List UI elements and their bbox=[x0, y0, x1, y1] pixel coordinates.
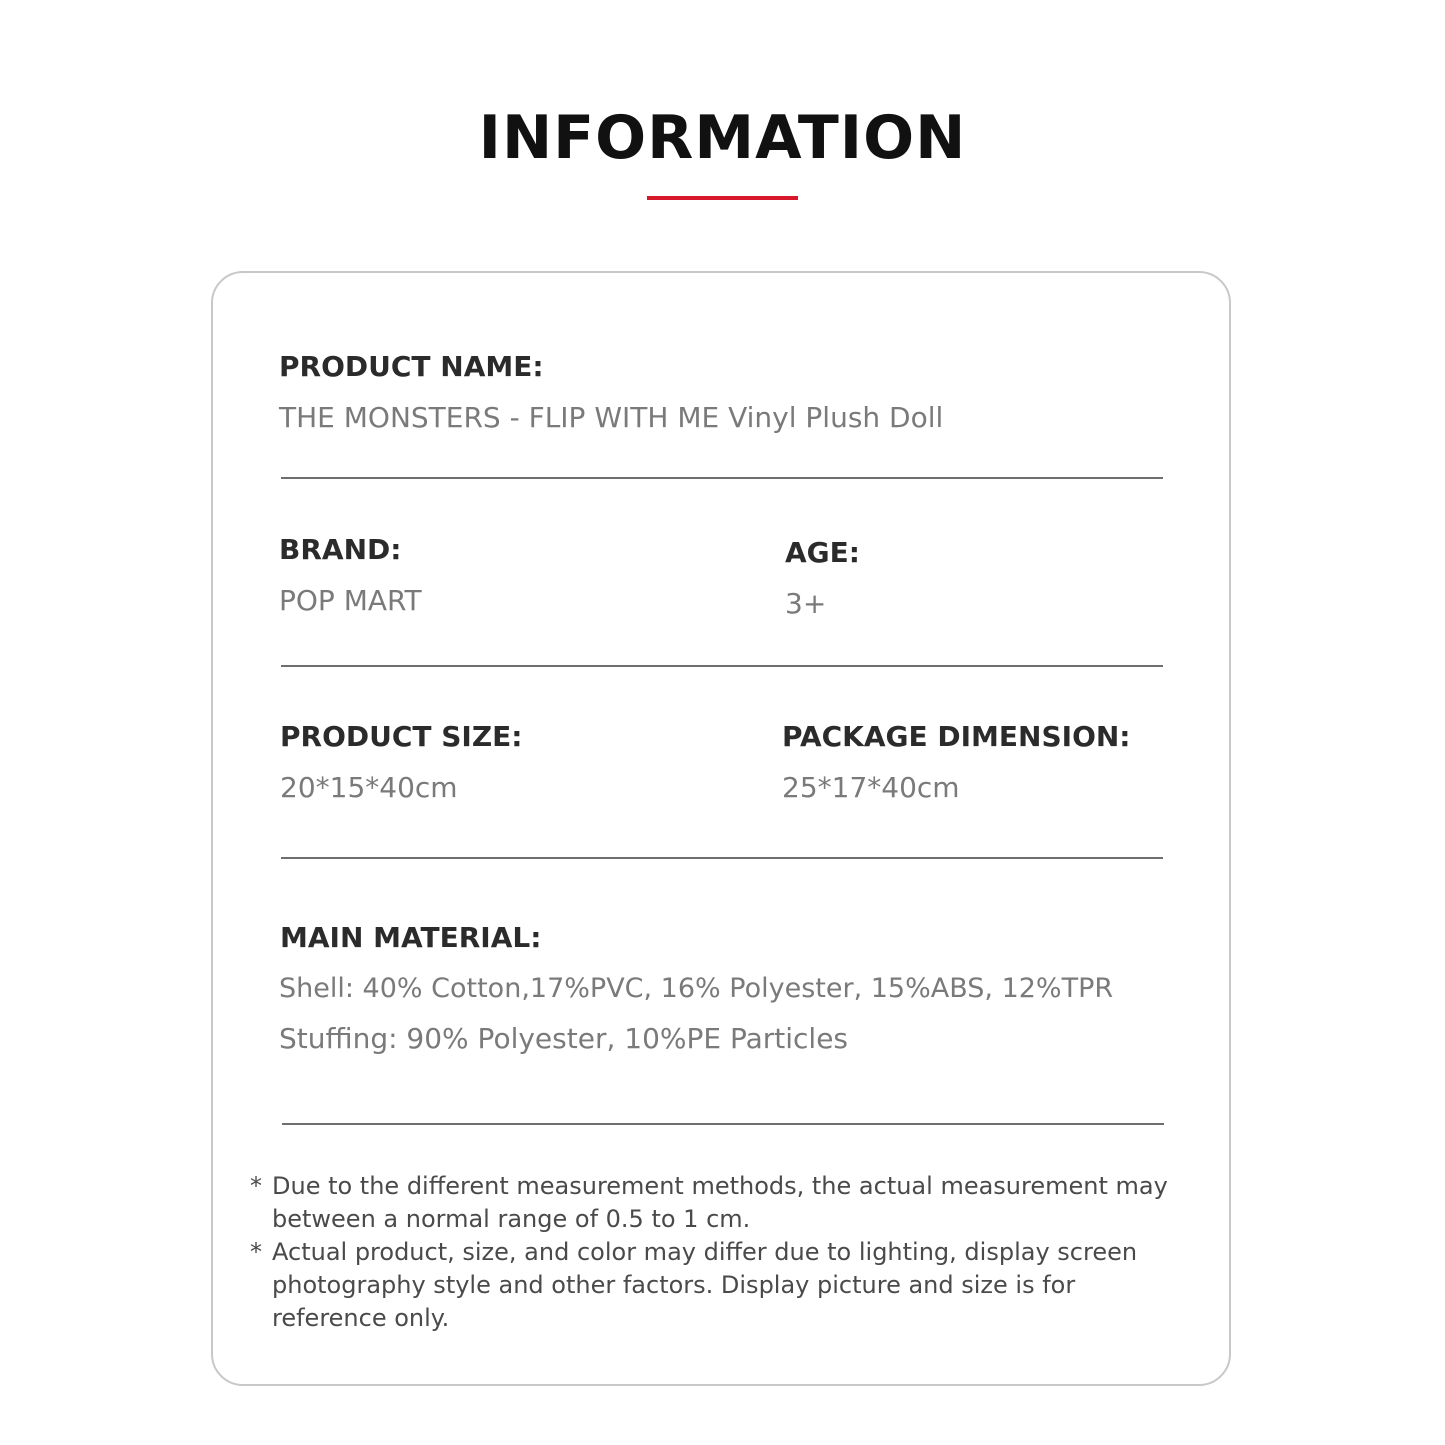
title-underline bbox=[647, 196, 798, 200]
disclaimer-note bbox=[250, 1170, 1170, 1236]
product-size-label: PRODUCT SIZE: bbox=[280, 720, 523, 753]
note-text: Actual product, size, and color may differ due to lighting, display screen photography style and other factors. Display picture and size is for reference only. bbox=[272, 1238, 1138, 1332]
page-title: INFORMATION bbox=[478, 103, 967, 173]
age-label: AGE: bbox=[785, 536, 860, 569]
package-dimension-label: PACKAGE DIMENSION: bbox=[782, 720, 1131, 753]
note-marker: * bbox=[250, 1172, 262, 1200]
brand-value: POP MART bbox=[279, 584, 422, 617]
divider bbox=[281, 477, 1163, 479]
divider bbox=[282, 1123, 1164, 1125]
material-stuffing-value: Stuffing: 90% Polyester, 10%PE Particles bbox=[279, 1022, 849, 1055]
product-name-value: THE MONSTERS - FLIP WITH ME Vinyl Plush Doll bbox=[279, 401, 944, 434]
product-size-value: 20*15*40cm bbox=[280, 771, 458, 804]
main-material-label: MAIN MATERIAL: bbox=[280, 921, 542, 954]
disclaimer-note bbox=[250, 1236, 1170, 1335]
divider bbox=[281, 857, 1163, 859]
material-shell-value: Shell: 40% Cotton,17%PVC, 16% Polyester, 15%ABS, 12%TPR bbox=[279, 973, 1114, 1004]
note-marker: * bbox=[250, 1238, 262, 1266]
package-dimension-value: 25*17*40cm bbox=[782, 771, 960, 804]
age-value: 3+ bbox=[785, 587, 827, 620]
brand-label: BRAND: bbox=[279, 533, 402, 566]
product-name-label: PRODUCT NAME: bbox=[279, 350, 544, 383]
note-text: Due to the different measurement methods, the actual measurement may between a normal range of 0.5 to 1 cm. bbox=[272, 1172, 1168, 1233]
divider bbox=[281, 665, 1163, 667]
